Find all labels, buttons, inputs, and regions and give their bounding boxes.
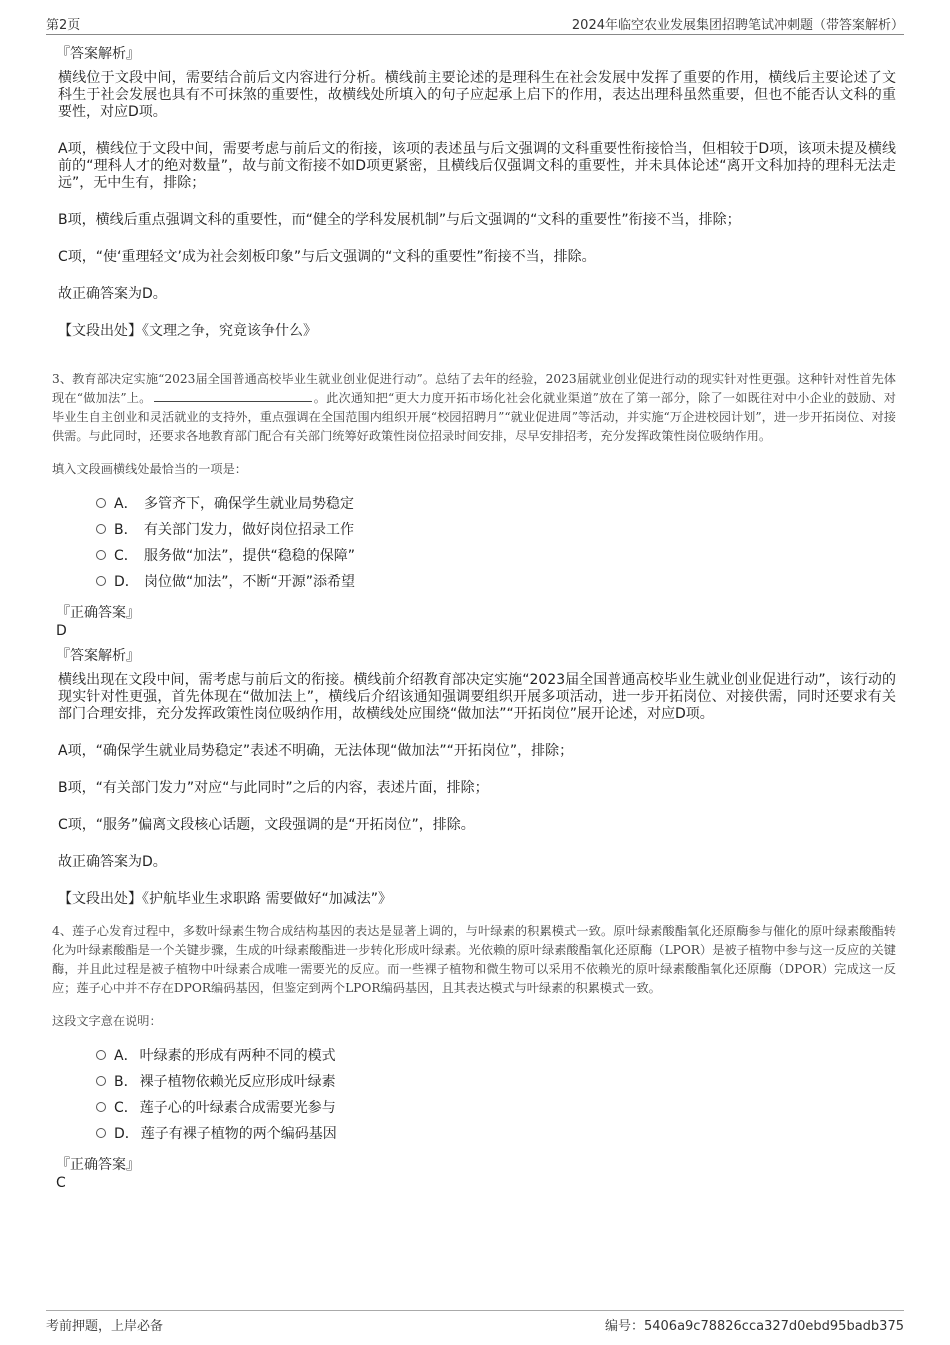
analysis-tag: 『答案解析』 [56,46,140,62]
option-b[interactable] [96,517,896,543]
option-letter: C． [114,1100,138,1116]
radio-icon[interactable] [96,1128,106,1138]
option-letter: A． [114,496,138,512]
radio-icon[interactable] [96,1102,106,1112]
radio-icon[interactable] [96,1050,106,1060]
radio-icon[interactable] [96,576,106,586]
option-letter: B． [114,522,138,538]
option-c[interactable] [96,1095,896,1121]
option-text: 裸子植物依赖光反应形成叶绿素 [139,1074,336,1090]
document-code: 编号：5406a9c78826cca327d0ebd95badb375 [604,1319,904,1334]
analysis-paragraph: C项，“服务”偏离文段核心话题，文段强调的是“开拓岗位”，排除。 [58,817,475,833]
option-d[interactable] [96,569,896,595]
option-letter: D． [114,1126,139,1142]
question-4-prompt: 这段文字意在说明： [52,1014,162,1028]
page-header [46,12,904,35]
option-d[interactable] [96,1121,896,1147]
analysis-paragraph: A项，“确保学生就业局势稳定”表述不明确，无法体现“做加法”“开拓岗位”，排除； [58,743,574,759]
option-text: 有关部门发力，做好岗位招录工作 [144,522,354,538]
analysis-paragraph: 横线位于文段中间，需要结合前后文内容进行分析。横线前主要论述的是理科生在社会发展中发挥了重要的作用，横线后主要论述了文科生于社会发展也具有不可抹煞的重要性，故横线处所填入的句子应起承上启下的作用，表达出理科虽然重要，但也不能否认文科的重要性，对应D项。 [58,70,896,120]
analysis-paragraph: 横线出现在文段中间，需考虑与前后文的衔接。横线前介绍教育部决定实施“2023届全国普通高校毕业生就业创业促进行动”，该行动的现实针对性更强，首先体现在“做加法上”，横线后介绍该通知强调要组织开展多项活动，进一步开拓岗位、对接供需，同时还要求有关部门合理安排，充分发挥政策性岗位吸纳作用，故横线处应围绕“做加法”“开拓岗位”展开论述，对应D项。 [58,672,896,722]
analysis-paragraph: C项，“使‘重理轻文’成为社会刻板印象”与后文强调的“文科的重要性”衔接不当，排除。 [58,249,596,265]
correct-answer-tag: 『正确答案』 [56,605,140,621]
page-content [52,44,896,1198]
fill-blank [154,389,312,402]
radio-icon[interactable] [96,1076,106,1086]
option-a[interactable] [96,1043,896,1069]
analysis-tag: 『答案解析』 [56,648,140,664]
page-footer [46,1310,904,1335]
stem-text: 。此次通知把“更大力度开拓市场化社会化就业渠道”放在了第一部分，除了一如既往对中小企业的鼓励、对毕业生自主创业和灵活就业的支持外，重点强调在全国范围内组织开展“校园招聘月”“就业促进周”等活动，并实施“万企进校园计划”，进一步开拓岗位、对接供需。与此同时，还要求各地教育部门配合有关部门统筹好政策性岗位招录时间安排，尽早安排招考，充分发挥政策性岗位吸纳作用。 [52,391,896,443]
document-title: 2024年临空农业发展集团招聘笔试冲刺题（带答案解析） [571,18,904,33]
option-letter: D． [114,574,139,590]
analysis-paragraph: 故正确答案为D。 [58,286,167,302]
radio-icon[interactable] [96,550,106,560]
page-number: 第2页 [46,18,81,33]
source-citation: 【文段出处】《文理之争，究竟该争什么》 [58,323,317,339]
option-c[interactable] [96,543,896,569]
correct-answer: C [56,1175,66,1191]
correct-answer: D [56,623,67,639]
question-3-prompt: 填入文段画横线处最恰当的一项是： [52,462,247,476]
analysis-paragraph: B项，横线后重点强调文科的重要性，而“健全的学科发展机制”与后文强调的“文科的重要性”衔接不当，排除； [58,212,741,228]
option-b[interactable] [96,1069,896,1095]
question-4-stem: 4、莲子心发育过程中，多数叶绿素生物合成结构基因的表达是显著上调的，与叶绿素的积累模式一致。原叶绿素酸酯氧化还原酶参与催化的原叶绿素酸酯转化为叶绿素酸酯是一个关键步骤，生成的叶绿素酸酯进一步转化形成叶绿素。光依赖的原叶绿素酸酯氧化还原酶（LPOR）是被子植物中参与这一反应的关键酶，并且此过程是被子植物中叶绿素合成唯一需要光的反应。而一些裸子植物和微生物可以采用不依赖光的原叶绿素酸酯氧化还原酶（DPOR）完成这一反应；莲子心中并不存在DPOR编码基因，但鉴定到两个LPOR编码基因，且其表达模式与叶绿素的积累模式一致。 [52,924,896,995]
option-text: 服务做“加法”，提供“稳稳的保障” [144,548,356,564]
option-text: 叶绿素的形成有两种不同的模式 [139,1048,336,1064]
option-a[interactable] [96,491,896,517]
question-3-options [96,491,896,595]
analysis-paragraph: A项，横线位于文段中间，需要考虑与前后文的衔接，该项的表述虽与后文强调的文科重要性衔接恰当，但相较于D项，该项未提及横线前的“理科人才的绝对数量”，故与前文衔接不如D项更紧密，且横线后仅强调文科的重要性，并未具体论述“离开文科加持的理科无法走远”，无中生有，排除； [58,141,896,191]
analysis-paragraph: 故正确答案为D。 [58,854,167,870]
option-letter: A． [114,1048,138,1064]
radio-icon[interactable] [96,524,106,534]
option-text: 多管齐下，确保学生就业局势稳定 [144,496,354,512]
correct-answer-tag: 『正确答案』 [56,1157,140,1173]
analysis-paragraph: B项，“有关部门发力”对应“与此同时”之后的内容，表述片面，排除； [58,780,489,796]
question-3-stem [52,370,896,446]
stem-text: 3、教育部决定实施“2023届全国普通高校毕业生就业创业促进行动”。总结了去年的经验，2023届就业创业促进行动的现实针对性更强。这种针对性首先体现在“做加法”上。 [52,372,896,405]
option-text: 莲子有裸子植物的两个编码基因 [140,1126,337,1142]
source-citation: 【文段出处】《护航毕业生求职路 需要做好“加减法”》 [58,891,392,907]
option-text: 莲子心的叶绿素合成需要光参与 [139,1100,336,1116]
option-letter: B． [114,1074,138,1090]
radio-icon[interactable] [96,498,106,508]
option-text: 岗位做“加法”，不断“开源”添希望 [144,574,356,590]
question-4-options [96,1043,896,1147]
footer-slogan: 考前押题，上岸必备 [46,1319,164,1334]
option-letter: C． [114,548,138,564]
